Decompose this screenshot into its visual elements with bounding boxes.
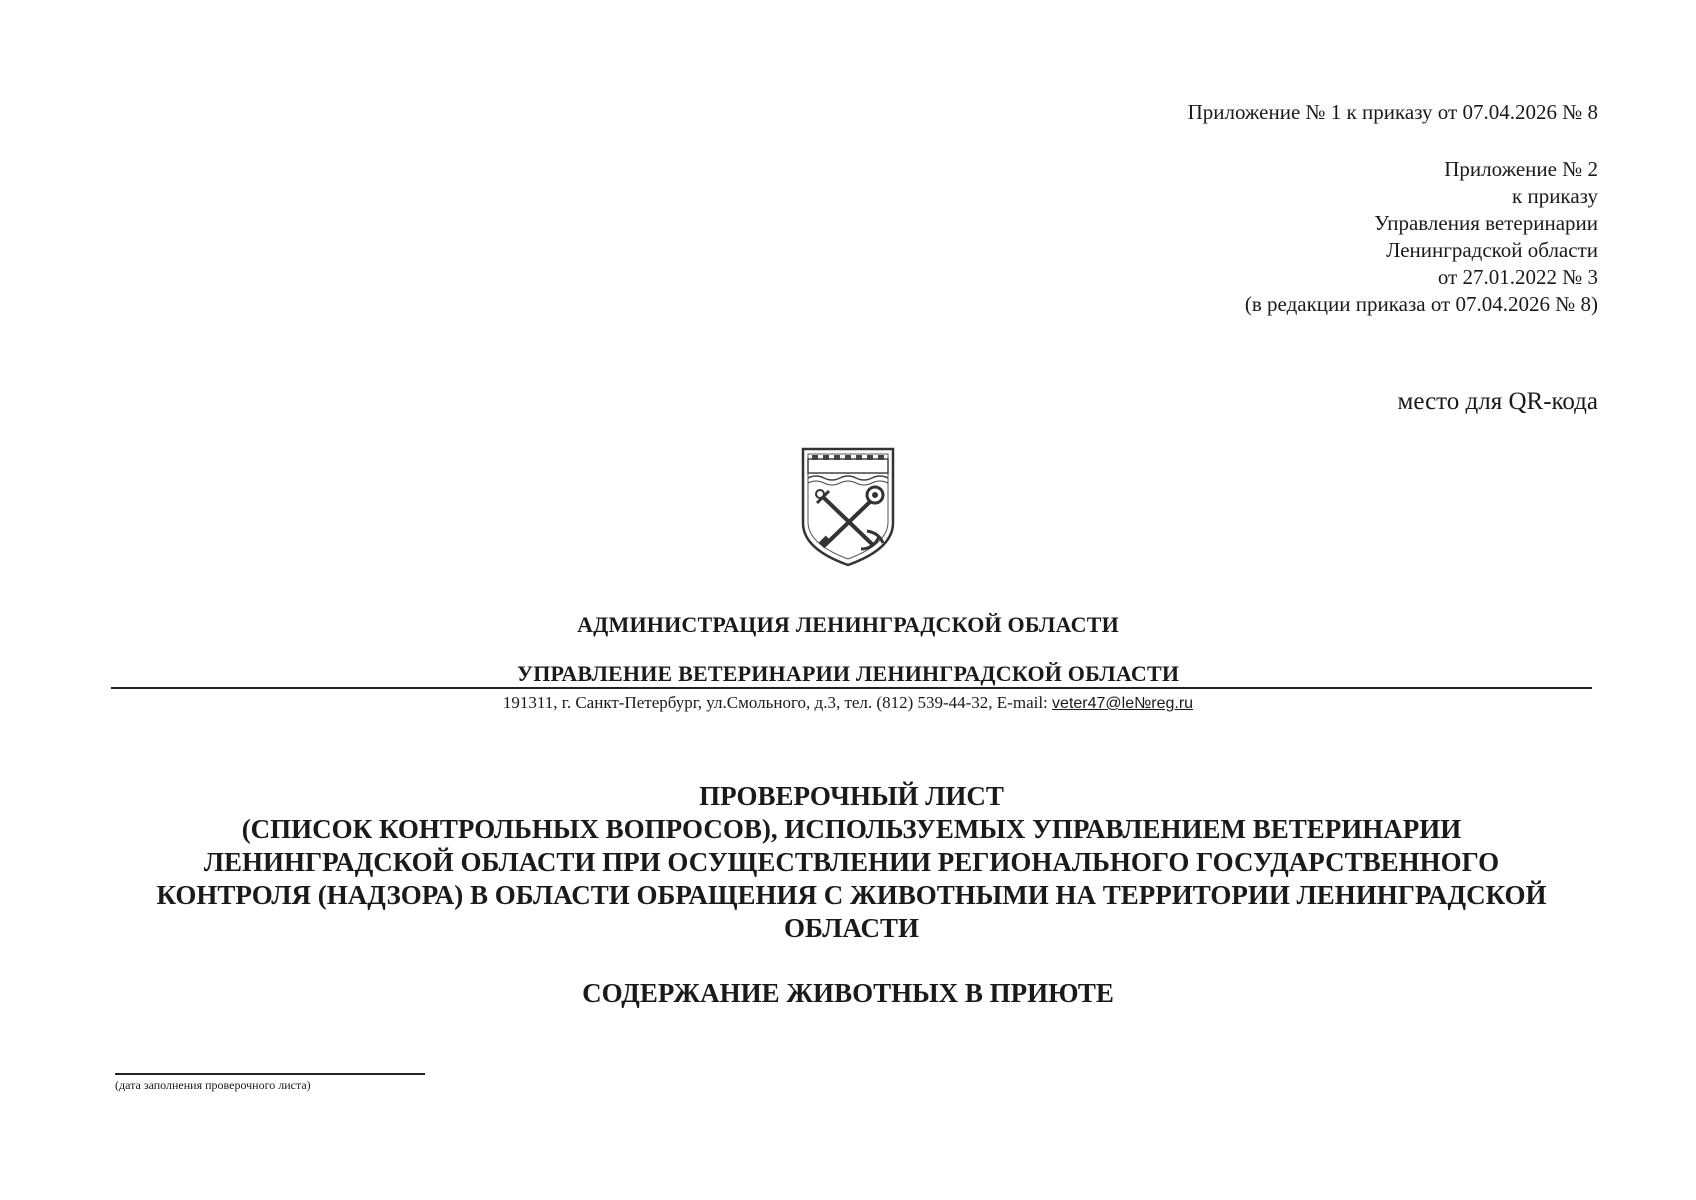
document-subtitle: СОДЕРЖАНИЕ ЖИВОТНЫХ В ПРИЮТЕ: [582, 978, 1114, 1008]
document-title-line: КОНТРОЛЯ (НАДЗОРА) В ОБЛАСТИ ОБРАЩЕНИЯ С ЖИВОТНЫМИ НА ТЕРРИТОРИИ ЛЕНИНГРАДСКОЙ: [156, 880, 1547, 910]
annex-block-line: к приказу: [1512, 184, 1598, 208]
address-text: 191311, г. Санкт-Петербург, ул.Смольного, д.3, тел. (812) 539-44-32, E-mail:: [502, 693, 1053, 712]
department-title: УПРАВЛЕНИЕ ВЕТЕРИНАРИИ ЛЕНИНГРАДСКОЙ ОБЛАСТИ: [516, 661, 1180, 686]
qr-code-placeholder: место для QR-кода: [1397, 388, 1598, 415]
annex-block-line: от 27.01.2022 № 3: [1437, 265, 1598, 289]
annex-block-line: Ленинградской области: [1386, 238, 1598, 262]
document-title-line: ЛЕНИНГРАДСКОЙ ОБЛАСТИ ПРИ ОСУЩЕСТВЛЕНИИ РЕГИОНАЛЬНОГО ГОСУДАРСТВЕННОГО: [203, 847, 1500, 877]
annex-block-line: Управления ветеринарии: [1374, 211, 1598, 235]
administration-title: АДМИНИСТРАЦИЯ ЛЕНИНГРАДСКОЙ ОБЛАСТИ: [577, 612, 1119, 637]
document-title-line: ОБЛАСТИ: [784, 913, 919, 943]
annex-note: Приложение № 1 к приказу от 07.04.2026 № 8: [1187, 100, 1598, 124]
header-divider: [111, 687, 1592, 689]
fill-date-caption: (дата заполнения проверочного листа): [115, 1078, 311, 1092]
department-address: [0, 693, 1696, 713]
document-title: [111, 780, 1592, 945]
annex-block: [1245, 156, 1598, 318]
email-link[interactable]: veter47@le№reg.ru: [1052, 695, 1194, 712]
document-title-line: (СПИСОК КОНТРОЛЬНЫХ ВОПРОСОВ), ИСПОЛЬЗУЕМЫХ УПРАВЛЕНИЕМ ВЕТЕРИНАРИИ: [241, 814, 1462, 844]
coat-of-arms-icon: [799, 445, 897, 569]
document-title-line: ПРОВЕРОЧНЫЙ ЛИСТ: [699, 781, 1004, 811]
annex-block-line: Приложение № 2: [1444, 157, 1598, 181]
fill-date-line: [115, 1073, 425, 1075]
annex-block-line: (в редакции приказа от 07.04.2026 № 8): [1244, 292, 1598, 316]
